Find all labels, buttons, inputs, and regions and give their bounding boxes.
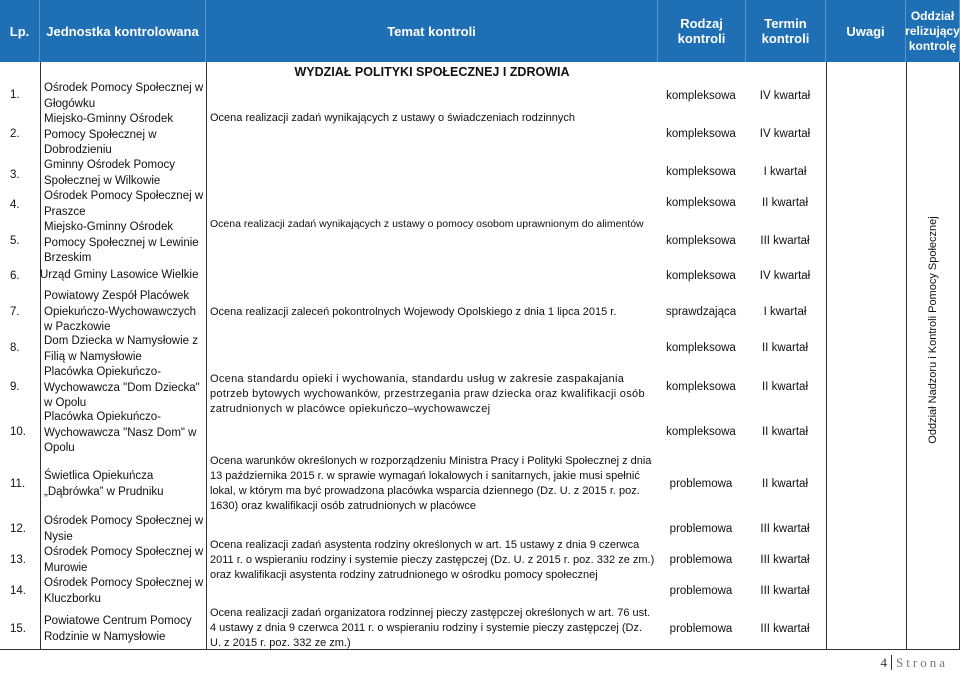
unit-name: Gminny Ośrodek Pomocy Społecznej w Wilkowie [44, 159, 176, 187]
control-term: IV kwartał [759, 128, 811, 140]
unit-name: Miejsko-Gminny Ośrodek Pomocy Społecznej w Dobrodzieniu [44, 113, 174, 156]
topic-text: Ocena realizacji zadań wynikających z ustawy o świadczeniach rodzinnych [210, 112, 576, 124]
unit-name: Powiatowe Centrum Pomocy Rodzinie w Namysłowie [44, 615, 192, 643]
unit-name: Ośrodek Pomocy Społecznej w Murowie [44, 546, 204, 574]
control-kind: kompleksowa [666, 128, 736, 140]
control-term: II kwartał [761, 426, 808, 438]
topic-text: Ocena standardu opieki i wychowania, standardu usług w zakresie zaspakajania potrzeb bytowych wychowanków, przestrzegania praw dziecka oraz kwalifikacji osób zatrudnionych w placówce opiekuńczo–wychowawczej [210, 373, 645, 415]
row-num: 1. [10, 89, 20, 101]
unit-name: Placówka Opiekuńczo-Wychowawcza "Dom Dziecka" w Opolu [44, 366, 200, 409]
control-term: III kwartał [760, 554, 810, 566]
topic-text: Ocena realizacji zadań asystenta rodziny określonych w art. 15 ustawy z dnia 9 czerwca 2011 r. o wspieraniu rodziny i systemie pieczy zastępczej (Dz. U. z 2015 r. poz. 332 ze zm.) oraz kwalifikacji asystenta rodziny zatrudnionego w ośrodku pomocy społecznej [210, 539, 655, 581]
control-term: III kwartał [760, 523, 810, 535]
control-term: III kwartał [760, 235, 810, 247]
unit-name: Ośrodek Pomocy Społecznej w Kluczborku [44, 577, 204, 605]
control-term: II kwartał [761, 478, 808, 490]
row-num: 14. [10, 585, 26, 597]
control-term: III kwartał [760, 623, 810, 635]
topic-text: Ocena realizacji zadań organizatora rodzinnej pieczy zastępczej określonych w art. 76 ust. 4 ustawy z dnia 9 czerwca 2011 r. o wspieraniu rodziny i systemie pieczy zastępczej (Dz. U. z 2015 r. poz. 332 ze zm.) [210, 607, 651, 649]
row-num: 3. [10, 169, 20, 181]
row-num: 15. [10, 623, 26, 635]
unit-name: Ośrodek Pomocy Społecznej w Praszce [44, 190, 204, 218]
control-kind: problemowa [669, 523, 733, 535]
control-kind: problemowa [669, 554, 733, 566]
unit-name: Dom Dziecka w Namysłowie z Filią w Namysłowie [44, 335, 199, 363]
header-term: Termin kontroli [746, 0, 826, 62]
control-kind: kompleksowa [666, 342, 736, 354]
control-kind: kompleksowa [666, 426, 736, 438]
control-term: I kwartał [763, 306, 807, 318]
topic-text: Ocena realizacji zaleceń pokontrolnych Wojewody Opolskiego z dnia 1 lipca 2015 r. [210, 306, 617, 318]
department-name [909, 120, 957, 540]
unit-name: Ośrodek Pomocy Społecznej w Głogówku [44, 82, 204, 110]
control-term: IV kwartał [759, 270, 811, 282]
unit-name: Ośrodek Pomocy Społecznej w Nysie [44, 515, 204, 543]
control-term: III kwartał [760, 585, 810, 597]
control-kind: kompleksowa [666, 235, 736, 247]
topic-text: Ocena realizacji zadań wynikających z ustawy o pomocy osobom uprawnionym do alimentów [210, 218, 644, 230]
row-num: 2. [10, 128, 20, 140]
header-unit: Jednostka kontrolowana [40, 0, 206, 62]
control-kind: kompleksowa [666, 166, 736, 178]
control-kind: kompleksowa [666, 381, 736, 393]
unit-name: Świetlica Opiekuńcza „Dąbrówka” w Prudniku [44, 470, 164, 498]
control-kind: kompleksowa [666, 270, 736, 282]
section-title: WYDZIAŁ POLITYKI SPOŁECZNEJ I ZDROWIA [294, 65, 570, 79]
row-num: 13. [10, 554, 26, 566]
page-number: 4 [881, 655, 893, 670]
control-kind: problemowa [669, 585, 733, 597]
header-kind: Rodzaj kontroli [658, 0, 746, 62]
header-lp: Lp. [0, 0, 40, 62]
row-num: 9. [10, 381, 20, 393]
row-num: 12. [10, 523, 26, 535]
control-term: II kwartał [761, 197, 808, 209]
row-num: 5. [10, 235, 20, 247]
control-kind: kompleksowa [666, 197, 736, 209]
control-term: I kwartał [763, 166, 807, 178]
header-dept: Oddział relizujący kontrolę [906, 0, 960, 62]
row-num: 4. [10, 199, 20, 211]
control-term: II kwartał [761, 342, 808, 354]
unit-name: Urząd Gminy Lasowice Wielkie [40, 269, 199, 281]
control-term: IV kwartał [759, 90, 811, 102]
unit-name: Placówka Opiekuńczo-Wychowawcza "Nasz Dom" w Opolu [44, 411, 197, 454]
row-num: 10. [10, 426, 26, 438]
unit-name: Miejsko-Gminny Ośrodek Pomocy Społecznej w Lewinie Brzeskim [44, 221, 199, 264]
department-name-text: Oddział Nadzoru i Kontroli Pomocy Społecznej [927, 216, 939, 444]
control-kind: sprawdzająca [665, 306, 737, 318]
header-topic: Temat kontroli [206, 0, 658, 62]
control-kind: problemowa [669, 623, 733, 635]
row-num: 8. [10, 342, 20, 354]
control-kind: kompleksowa [666, 90, 736, 102]
topic-text: Ocena warunków określonych w rozporządzeniu Ministra Pracy i Polityki Społecznej z dnia 13 października 2015 r. w sprawie wymagań lokalowych i sanitarnych, jakie musi spełnić lokal, w którym ma być prowadzona placówka wsparcia dziennego (Dz. U. z 2015 r. poz. 1630) oraz kwalifikacji osób zatrudnionych w placówce [210, 455, 652, 512]
control-kind: problemowa [669, 478, 733, 490]
page-footer [881, 655, 948, 671]
row-num: 7. [10, 306, 20, 318]
row-num: 6. [10, 270, 20, 282]
row-num: 11. [10, 478, 26, 490]
control-term: II kwartał [761, 381, 808, 393]
header-notes: Uwagi [826, 0, 906, 62]
page-word: Strona [896, 655, 948, 670]
unit-name: Powiatowy Zespół Placówek Opiekuńczo-Wychowawczych w Paczkowie [44, 290, 197, 333]
